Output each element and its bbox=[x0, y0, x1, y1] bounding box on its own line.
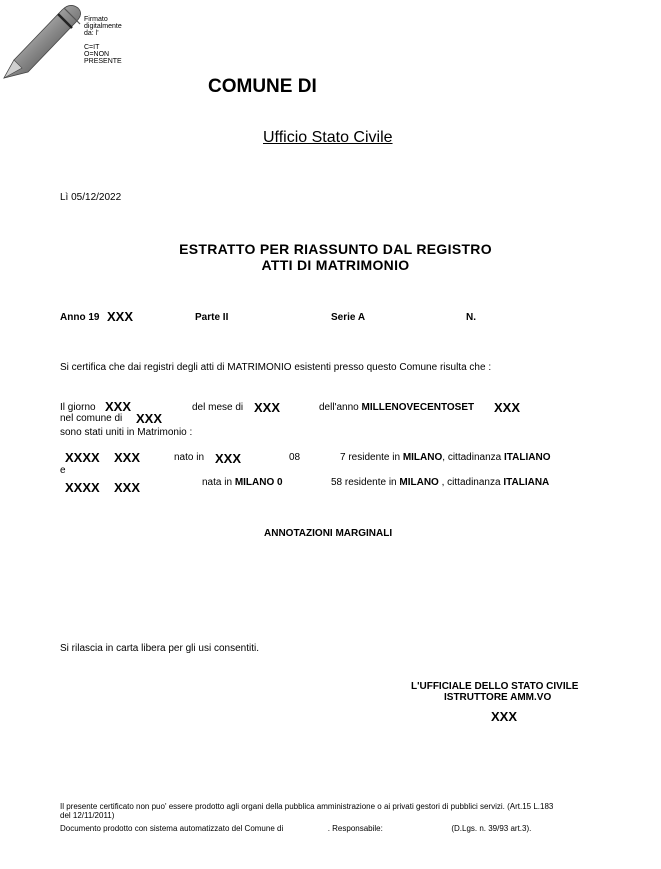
comune-value: XXX bbox=[136, 411, 163, 426]
signature-line bbox=[84, 37, 144, 44]
footer-document-line bbox=[60, 824, 531, 833]
giorno-value: XXX bbox=[105, 399, 132, 414]
spouse2-nata-value: MILANO 0 bbox=[234, 477, 283, 488]
ufficiale-role: ISTRUTTORE AMM.VO bbox=[444, 692, 552, 703]
spouse2-nata-label: nata in bbox=[202, 477, 233, 488]
numero-label: N. bbox=[466, 312, 476, 323]
document-title: ESTRATTO PER RIASSUNTO DAL REGISTRO bbox=[179, 241, 492, 257]
signature-line: da: l' bbox=[84, 30, 99, 37]
spouse2-citt-label: , cittadinanza bbox=[438, 477, 501, 488]
ufficio-heading: Ufficio Stato Civile bbox=[263, 129, 393, 146]
annotazioni-heading: ANNOTAZIONI MARGINALI bbox=[264, 528, 393, 539]
comune-label: nel comune di bbox=[60, 413, 123, 424]
footer-dlgs: (D.Lgs. n. 39/93 art.3). bbox=[451, 824, 532, 833]
anno-label-text: dell'anno bbox=[319, 402, 359, 413]
anno-label: Anno 19 bbox=[60, 312, 100, 323]
signature-line: PRESENTE bbox=[84, 58, 122, 65]
certify-text: Si certifica che dai registri degli atti di MATRIMONIO esistenti presso questo Comune risulta che : bbox=[60, 362, 492, 373]
spouse2-name2: XXX bbox=[114, 480, 141, 495]
spouse2-name1: XXXX bbox=[65, 480, 100, 495]
conjunction: e bbox=[60, 465, 66, 476]
signature-line: Firmato bbox=[84, 16, 108, 23]
comune-heading: COMUNE DI bbox=[208, 76, 317, 97]
giorno-label: Il giorno bbox=[60, 402, 96, 413]
ufficiale-title: L'UFFICIALE DELLO STATO CIVILE bbox=[411, 681, 579, 692]
uniti-text: sono stati uniti in Matrimonio : bbox=[60, 427, 193, 438]
footer-note-line1: Il presente certificato non puo' essere prodotto agli organi della pubblica amministrazione o ai privati gestori di pubblici servizi. (Art.15 L.183 bbox=[60, 802, 554, 811]
spouse2-resid-text: 58 residente in bbox=[331, 477, 397, 488]
ufficiale-name: XXX bbox=[491, 709, 518, 724]
signature-line: C=IT bbox=[84, 44, 100, 51]
spouse1-nato-value: XXX bbox=[215, 451, 242, 466]
spouse2-nata bbox=[202, 477, 283, 488]
spouse1-date-fragment: 08 bbox=[289, 452, 301, 463]
spouse1-citt-value: ITALIANO bbox=[504, 452, 551, 463]
anno-nascita-label bbox=[319, 402, 474, 413]
spouse2-residence bbox=[331, 477, 549, 488]
anno-text: MILLENOVECENTOSET bbox=[361, 402, 475, 413]
footer-note-line2: del 12/11/2011) bbox=[60, 811, 115, 820]
mese-label: del mese di bbox=[192, 402, 244, 413]
spouse1-citt-label: , cittadinanza bbox=[442, 452, 502, 463]
spouse1-name2: XXX bbox=[114, 450, 141, 465]
parte-label: Parte II bbox=[195, 312, 229, 323]
footer-prodotto: Documento prodotto con sistema automatizzato del Comune di bbox=[60, 824, 284, 833]
anno-value: XXX bbox=[107, 309, 134, 324]
spouse2-citt-value: ITALIANA bbox=[503, 477, 550, 488]
footer-responsabile: . Responsabile: bbox=[327, 824, 383, 833]
spouse1-nato-label: nato in bbox=[174, 452, 205, 463]
spouse2-city: MILANO bbox=[399, 477, 439, 488]
serie-label: Serie A bbox=[331, 312, 366, 323]
mese-value: XXX bbox=[254, 400, 281, 415]
spouse1-city: MILANO bbox=[402, 452, 443, 463]
spouse1-resid-text: 7 residente in bbox=[340, 452, 401, 463]
anno-matrimonio-value: XXX bbox=[494, 400, 521, 415]
pen-icon bbox=[0, 2, 84, 82]
digital-signature-block bbox=[84, 16, 144, 65]
document-subtitle: ATTI DI MATRIMONIO bbox=[261, 257, 410, 273]
signature-line: O=NON bbox=[84, 51, 110, 58]
signature-line: digitalmente bbox=[84, 23, 122, 30]
date-line: Lì 05/12/2022 bbox=[60, 192, 122, 203]
spouse1-residence bbox=[340, 452, 550, 463]
rilascia-text: Si rilascia in carta libera per gli usi consentiti. bbox=[60, 643, 259, 654]
spouse1-name1: XXXX bbox=[65, 450, 100, 465]
